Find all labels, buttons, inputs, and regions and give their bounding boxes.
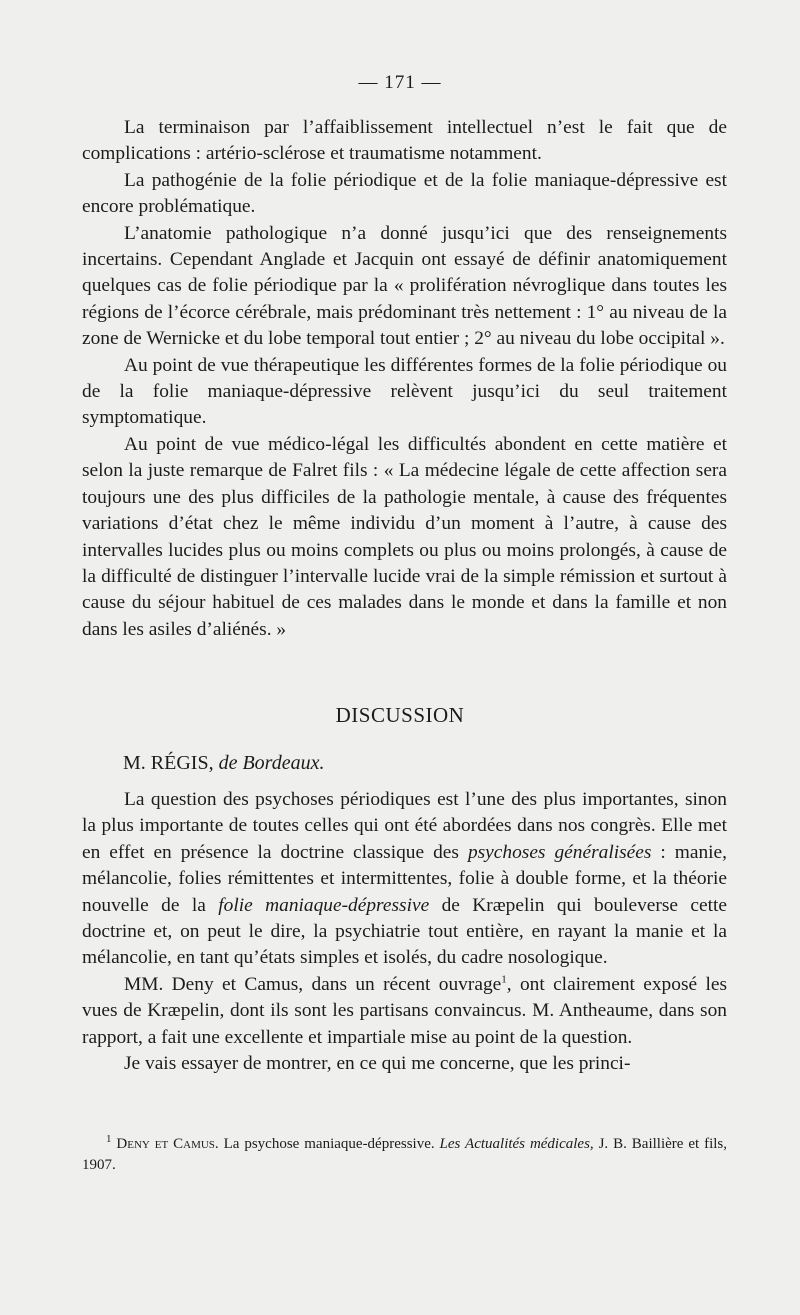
footnote-ref: 1 <box>501 973 507 986</box>
paragraph: Je vais essayer de montrer, en ce qui me concerne, que les princi- <box>124 1053 631 1075</box>
speaker-name: M. RÉGIS, <box>123 752 214 774</box>
footnote-authors: Deny et Camus. <box>116 1136 219 1152</box>
paragraph: L’anatomie pathologique n’a donné jusqu’ici que des renseignements incertains. Cependant Anglade et Jacquin ont essayé de définir anatomiquement quelques cas de folie périodique par la « prolifération névroglique dans toutes les régions de l’écorce cérébrale, mais prédominant très nettement : 1° au niveau de la zone de Wernicke et du lobe temporal tout entier ; 2° au niveau du lobe occipital ». <box>82 222 727 350</box>
speaker-city: de Bordeaux. <box>218 752 325 774</box>
paragraph: La pathogénie de la folie périodique et de la folie maniaque-dépressive est encore problématique. <box>82 169 727 218</box>
discussion-text <box>82 787 727 1077</box>
paragraph: MM. Deny et Camus, dans un récent ouvrage$^1$, ont clairement exposé les vues de Kræpelin, dont ils sont les partisans convaincus. M. Antheaume, dans son rapport, a fait une excellente et impartiale mise au point de la question. <box>82 973 727 1048</box>
page-number: — 171 — <box>358 72 442 93</box>
footnote-title: La psychose maniaque-dépressive. <box>223 1136 435 1152</box>
footnote-publisher: J. B. Baillière et fils, 1907. <box>82 1136 728 1173</box>
speaker-line <box>123 752 324 775</box>
footnote-marker: 1 <box>106 1133 112 1145</box>
paragraph: Au point de vue médico-légal les difficultés abondent en cette matière et selon la juste remarque de Falret fils : « La médecine légale de cette affection sera toujours une des plus difficiles de la pathologie mentale, à cause des fréquentes variations d’état chez le même individu d’un moment à l’autre, à cause des intervalles lucides plus ou moins complets ou plus ou moins prolongés, à cause de la difficulté de distinguer l’intervalle lucide vrai de la simple rémission et surtout à cause du séjour habituel de ces malades dans le monde et dans la famille et non dans les asiles d’aliénés. » <box>82 433 727 640</box>
section-heading: DISCUSSION <box>335 703 465 727</box>
paragraph: La terminaison par l’affaiblissement intellectuel n’est le fait que de complications : artério-sclérose et traumatisme notamment. <box>82 117 727 165</box>
paragraph: La question des psychoses périodiques est l’une des plus importantes, sinon la plus importante de toutes celles qui ont été abordées dans nos congrès. Elle met en effet en présence la doctrine classique des psychoses généralisées : manie, mélancolie, folies rémittentes et intermittentes, folie à double forme, et la théorie nouvelle de la folie maniaque-dépressive de Kræpelin qui bouleverse cette doctrine et, on peut le dire, la psychiatrie tout entière, en rayant la manie et la mélancolie, en tant qu’états simples et isolés, du cadre nosologique. <box>82 789 727 969</box>
paragraph: Au point de vue thérapeutique les différentes formes de la folie périodique ou de la folie maniaque-dépressive relèvent jusqu’ici du seul traitement symptomatique. <box>82 354 727 429</box>
footnote-series: Les Actualités médicales, <box>439 1136 594 1152</box>
main-text <box>82 115 727 643</box>
footnote <box>82 1134 727 1176</box>
